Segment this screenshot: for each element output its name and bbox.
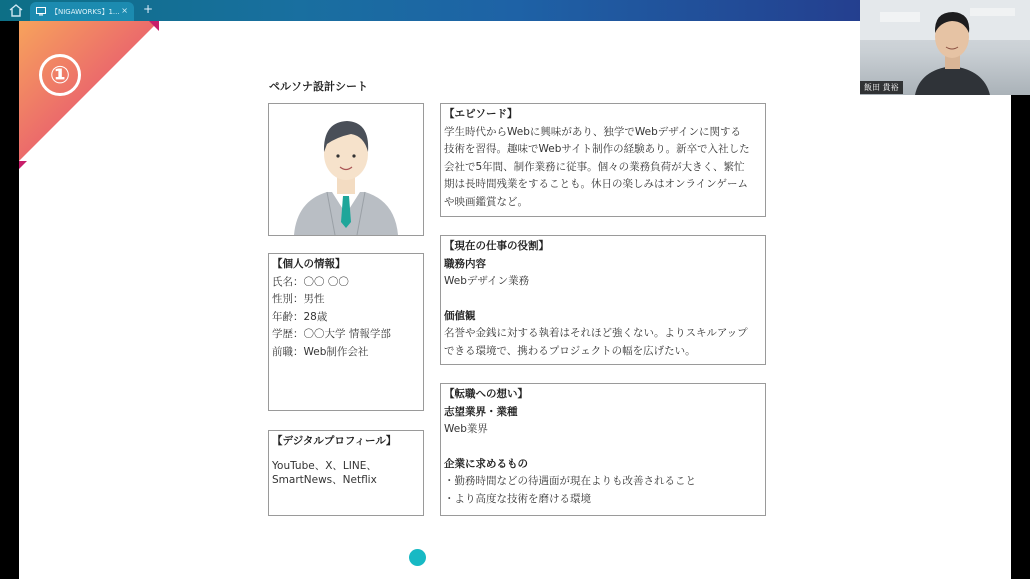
company-wants-label: 企業に求めるもの [444,457,528,470]
personal-info-header: 【個人の情報】 [272,258,346,270]
digital-profile-box [268,430,424,516]
sheet-title: ペルソナ設計シート [269,80,368,93]
digital-profile-header: 【デジタルプロフィール】 [272,435,397,447]
company-wants-line: ・勤務時間などの待遇面が現在よりも改善されること [444,475,696,487]
job-description-label: 職務内容 [444,257,486,270]
shared-slide [19,21,1011,579]
monitor-icon [36,7,46,16]
tab-close-button[interactable]: × [121,6,128,15]
home-icon[interactable] [8,3,24,18]
persona-avatar-illustration [269,104,423,235]
spacer [444,439,762,456]
values-line: できる環境で、携わるプロジェクトの幅を広げたい。 [444,344,696,357]
episode-line: や映画鑑賞など。 [444,195,528,208]
new-tab-button[interactable]: + [143,2,154,16]
personal-info-age: 年齢：28歳 [272,310,328,323]
job-description-value: Webデザイン業務 [444,275,530,287]
corner-badge [19,21,169,171]
episode-header: 【エピソード】 [444,108,518,120]
personal-info-previous-job: 前職：Web制作会社 [272,345,369,358]
browser-tab-bar [0,0,860,21]
step-number-badge: ① [39,54,81,96]
episode-line: 期は長時間残業をすることも。休日の楽しみはオンラインゲーム [444,178,748,190]
spacer [444,291,762,308]
personal-info-box [268,253,424,411]
episode-line: 会社で5年間、制作業務に従事。個々の業務負荷が大きく、繁忙 [444,160,745,173]
career-change-box [440,383,766,516]
desired-industry-label: 志望業界・業種 [444,405,518,418]
career-change-header: 【転職への想い】 [444,388,528,400]
participant-name-label: 飯田 貴裕 [860,81,903,94]
digital-profile-line: SmartNews、Netflix [272,474,377,486]
tab-title: 【NIGAWORKS】1... [51,8,120,16]
personal-info-gender: 性別：男性 [272,293,325,305]
webcam-video [860,0,1030,95]
personal-info-name: 氏名：〇〇 〇〇 [272,275,349,288]
personal-info-education: 学歴：〇〇大学 情報学部 [272,328,391,340]
persona-avatar-box [268,103,424,236]
episode-line: 技術を習得。趣味でWebサイト制作の経験あり。新卒で入社した [444,143,750,155]
active-browser-tab[interactable] [30,2,134,21]
episode-box [440,103,766,217]
values-line: 名誉や金銭に対する執着はそれほど強くない。よりスキルアップ [444,327,748,339]
digital-profile-line: YouTube、X、LINE、 [272,460,377,472]
current-role-header: 【現在の仕事の役割】 [444,240,549,252]
desired-industry-value: Web業界 [444,423,488,435]
laser-pointer-dot [409,549,426,566]
company-wants-line: ・より高度な技術を磨ける環境 [444,492,591,505]
current-role-box [440,235,766,365]
episode-line: 学生時代からWebに興味があり、独学でWebデザインに関する [444,125,742,138]
values-label: 価値観 [444,309,476,322]
